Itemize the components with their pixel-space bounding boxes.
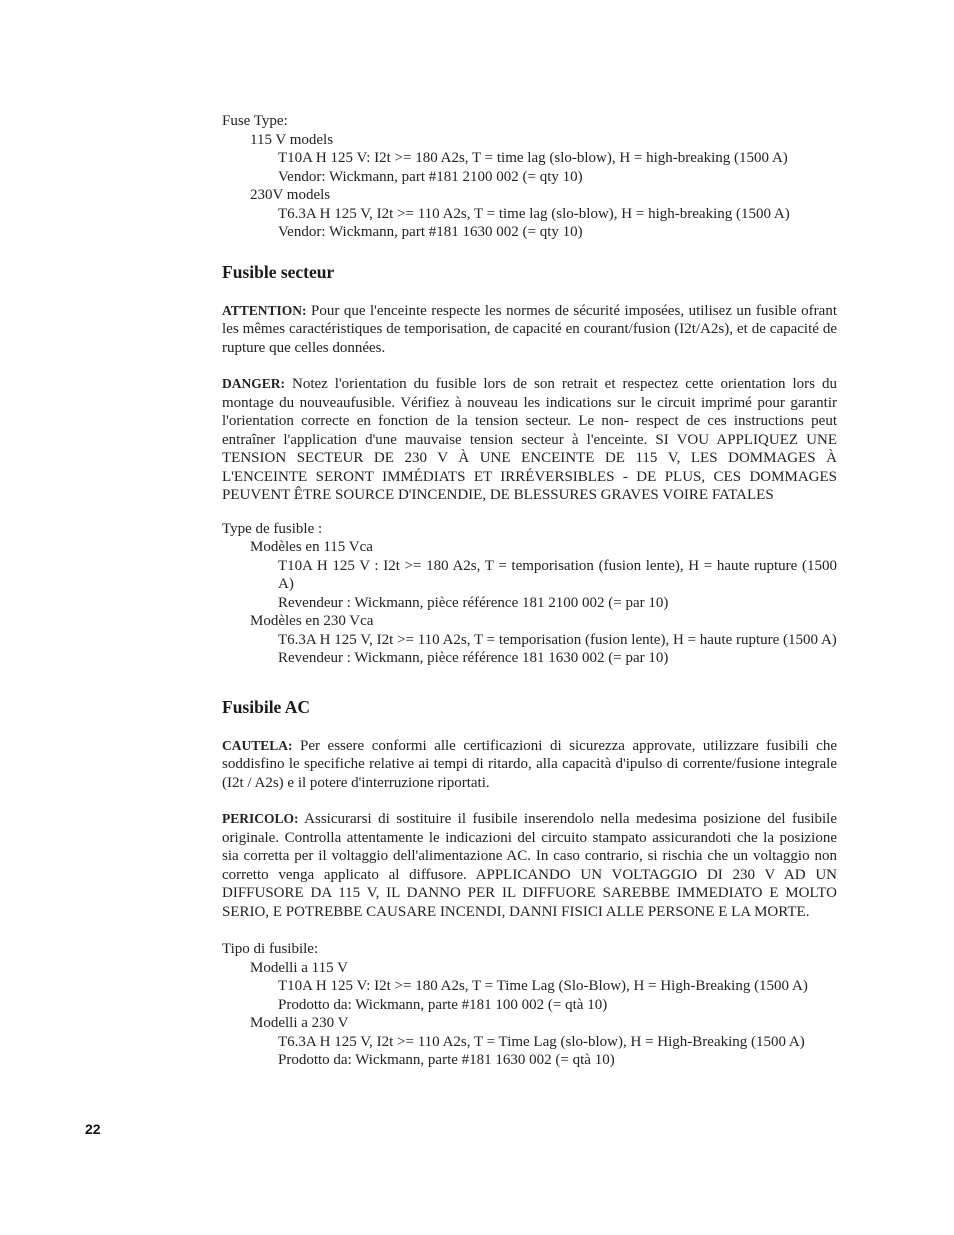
it-vendor-230: Prodotto da: Wickmann, parte #181 1630 002 (= qtà 10) [278, 1052, 615, 1068]
fr-fuse-type-section [222, 520, 837, 668]
vendor-115: Vendor: Wickmann, part #181 2100 002 (= qty 10) [278, 168, 583, 185]
spec-230: T6.3A H 125 V, I2t >= 110 A2s, T = time lag (slo-blow), H = high-breaking (1500 A) [278, 205, 790, 222]
spec-115: T10A H 125 V: I2t >= 180 A2s, T = time lag (slo-blow), H = high-breaking (1500 A) [278, 150, 788, 166]
it-models-115-label: Modelli a 115 V [250, 959, 348, 976]
attention-text: Pour que l'enceinte respecte les normes de sécurité imposées, utilisez un fusible ofrant les mêmes caractéristiques de temporisation, de capacité en courant/fusion (I2t/A2s), et de capacité de rupture que celles données. [222, 302, 837, 356]
it-models-230-label: Modelli a 230 V [250, 1015, 349, 1031]
fr-vendor-115: Revendeur : Wickmann, pièce référence 181 2100 002 (= par 10) [278, 594, 669, 611]
it-fuse-type-heading: Tipo di fusibile: [222, 941, 319, 957]
page-content [222, 112, 837, 1070]
page-number: 22 [85, 1121, 101, 1137]
pericolo-text: Assicurarsi di sostituire il fusibile inserendolo nella medesima posizione del fusibile originale. Controlla attentamente le indicazioni del circuito stampato assicurandoti che la posizione sia corretta per il voltaggio dell'alimentazione AC. In caso contrario, si rischia che un voltaggio non corretto venga applicato al diffusore. APPLICANDO UN VOLTAGGIO DI 230 V AD UN DIFFUSORE DA 115 V, IL DANNO PER IL DIFFUORE SAREBBE IMMEDIATO E MOLTO SERIO, E POTREBBE CAUSARE INCENDI, DANNI FISICI ALLE PERSONE E LA MORTE. [222, 811, 837, 920]
attention-label: ATTENTION: [222, 302, 307, 318]
it-pericolo-paragraph [222, 810, 837, 921]
cautela-label: CAUTELA: [222, 737, 293, 753]
it-section-title: Fusibile AC [222, 696, 311, 717]
fuse-type-heading: Fuse Type: [222, 113, 288, 129]
danger-label: DANGER: [222, 376, 285, 391]
en-fuse-type-section [222, 112, 837, 242]
fr-attention-paragraph [222, 302, 837, 358]
fr-spec-115: T10A H 125 V : I2t >= 180 A2s, T = temporisation (fusion lente), H = haute rupture (1500 A) [278, 557, 837, 592]
fr-spec-230: T6.3A H 125 V, I2t >= 110 A2s, T = temporisation (fusion lente), H = haute rupture (1500 A) [278, 631, 837, 648]
fr-fuse-type-heading: Type de fusible : [222, 520, 323, 537]
it-fuse-type-section [222, 940, 837, 1070]
pericolo-label: PERICOLO: [222, 811, 299, 826]
cautela-text: Per essere conformi alle certificazioni di sicurezza approvate, utilizzare fusibili che soddisfino le specifiche relative ai tempi di ritardo, alla capacità d'ipulso di corrente/fusione integrale (I2t / A2s) e il potere d'interruzione riportati. [222, 737, 837, 791]
vendor-230: Vendor: Wickmann, part #181 1630 002 (= qty 10) [278, 224, 583, 240]
fr-danger-paragraph [222, 375, 837, 505]
fr-models-115-label: Modèles en 115 Vca [250, 539, 373, 555]
models-115-label: 115 V models [250, 131, 334, 148]
it-spec-230: T6.3A H 125 V, I2t >= 110 A2s, T = Time Lag (slo-blow), H = High-Breaking (1500 A) [278, 1033, 805, 1050]
it-cautela-paragraph [222, 737, 837, 793]
fr-models-230-label: Modèles en 230 Vca [250, 613, 374, 629]
fr-section-title: Fusible secteur [222, 261, 335, 282]
it-vendor-115: Prodotto da: Wickmann, parte #181 100 002 (= qtà 10) [278, 996, 608, 1013]
danger-text: Notez l'orientation du fusible lors de son retrait et respectez cette orientation lors du montage du nouveaufusible. Vérifiez à nouveau les indications sur le circuit imprimé pour garantir l'orientation correcte en fonction de la tension secteur. Le non- respect de ces instructions peut entraîner l'application d'une mauvaise tension secteur à l'enceinte. SI VOU APPLIQUEZ UNE TENSION SECTEUR DE 230 V À UNE ENCEINTE DE 115 V, LES DOMMAGES À L'ENCEINTE SERONT IMMÉDIATS ET IRRÉVERSIBLES - DE PLUS, CES DOMMAGES PEUVENT ÊTRE SOURCE D'INCENDIE, DE BLESSURES GRAVES VOIRE FATALES [222, 376, 837, 503]
fr-vendor-230: Revendeur : Wickmann, pièce référence 181 1630 002 (= par 10) [278, 650, 669, 666]
it-spec-115: T10A H 125 V: I2t >= 180 A2s, T = Time Lag (Slo-Blow), H = High-Breaking (1500 A) [278, 978, 808, 994]
models-230-label: 230V models [250, 187, 331, 203]
